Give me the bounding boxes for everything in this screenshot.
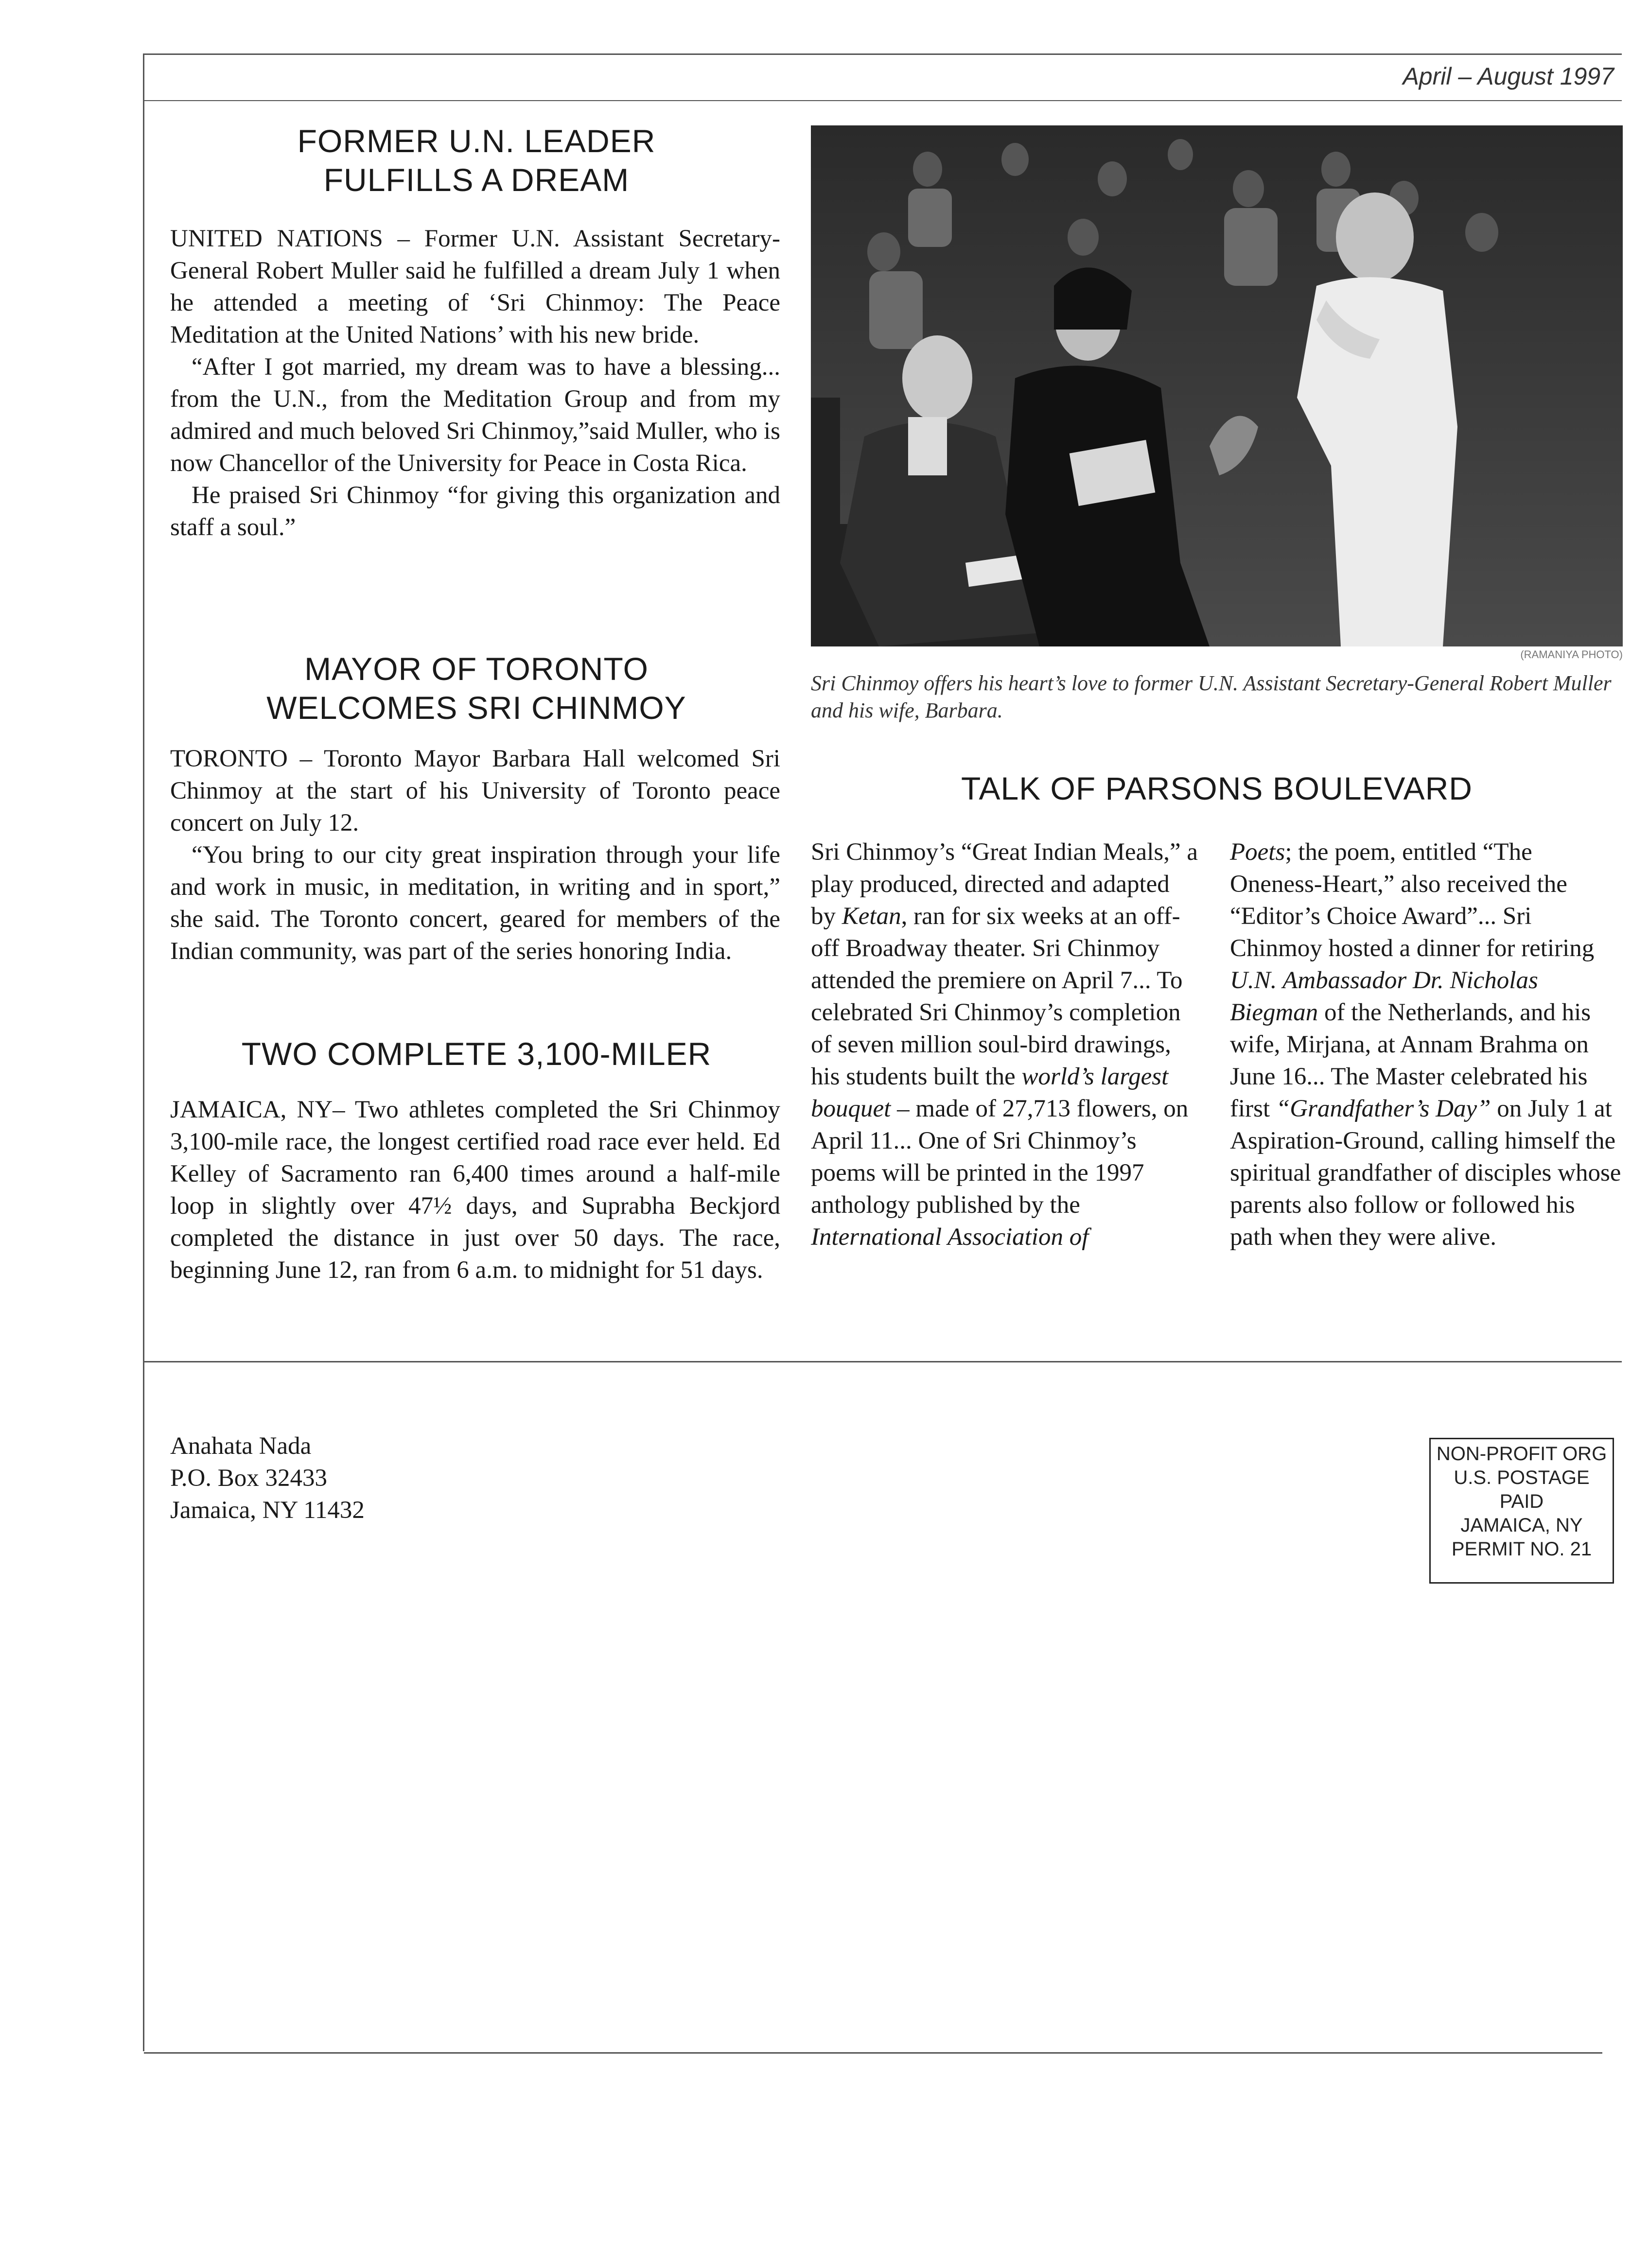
un-leader-headline [165,122,788,199]
return-address [170,1430,608,1526]
permit-line-5: PERMIT NO. 21 [1451,1538,1592,1560]
bottom-rule [144,2052,1602,2054]
return-address-line-1: Anahata Nada [170,1432,312,1460]
un-leader-body [170,223,780,543]
parsons-col2-italic-3: “Grandfather’s Day” [1276,1095,1491,1122]
postage-permit-box [1429,1438,1614,1584]
un-leader-headline-line-2: FULFILLS A DREAM [323,162,630,198]
top-rule [144,53,1622,55]
permit-line-4: JAMAICA, NY [1460,1515,1583,1536]
toronto-headline [165,649,788,727]
parsons-col1-italic-3: International Association of [811,1223,1089,1251]
parsons-col2-text-1: ; the poem, entitled “The Oneness-Heart,” also received the “Editor’s Choice Award”... Sri Chinmoy hosted a dinner for retiring [1230,838,1595,962]
permit-line-1: NON-PROFIT ORG [1436,1443,1607,1465]
toronto-paragraph-2: “You bring to our city great inspiration through your life and work in music, in meditation, in writing and in sport,” she said. The Toronto concert, geared for members of the Indian community, was part of the series honoring India. [170,841,780,965]
toronto-body [170,743,780,967]
permit-line-3: PAID [1499,1491,1544,1512]
issue-date: April – August 1997 [1403,63,1614,90]
parsons-col1-text-2: , ran for six weeks at an off-off Broadway theater. Sri Chinmoy attended the premiere on April 7... To celebrated Sri Chinmoy’s completion of seven million soul-bird drawings, his students built the [811,903,1183,1090]
header-rule [144,100,1622,101]
un-leader-headline-line-1: FORMER U.N. LEADER [297,123,656,159]
parsons-col1-italic-2: world’s largest bouquet [811,1063,1169,1122]
photo-illustration [811,125,1623,646]
parsons-col1-italic-1: Ketan [842,903,901,930]
parsons-col1-text-1: Sri Chinmoy’s “Great Indian Meals,” a play produced, directed and adapted by [811,838,1198,930]
return-address-line-3: Jamaica, NY 11432 [170,1497,365,1524]
photo-caption: Sri Chinmoy offers his heart’s love to former U.N. Assistant Secretary-General Robert Muller and his wife, Barbara. [811,671,1612,722]
left-frame-rule [143,53,144,2051]
parsons-column-1 [811,836,1200,1253]
return-address-line-2: P.O. Box 32433 [170,1465,328,1492]
un-leader-paragraph-2: “After I got married, my dream was to have a blessing... from the U.N., from the Meditation Group and from my admired and much beloved Sri Chinmoy,”said Muller, who is now Chancellor of the University for Peace in Costa Rica. [170,353,780,477]
un-leader-paragraph-1: UNITED NATIONS – Former U.N. Assistant Secretary-General Robert Muller said he fulfilled a dream July 1 when he attended a meeting of ‘Sri Chinmoy: The Peace Meditation at the United Nations’ with his new bride. [170,225,780,349]
photo-credit: (RAMANIYA PHOTO) [1520,648,1623,661]
permit-line-2: U.S. POSTAGE [1454,1467,1590,1488]
parsons-col2-text-3: on July 1 at Aspiration-Ground, calling himself the spiritual grandfather of disciples whose parents also follow or followed his path when they were alive. [1230,1095,1621,1251]
un-leader-paragraph-3: He praised Sri Chinmoy “for giving this organization and staff a soul.” [170,482,780,541]
toronto-headline-line-1: MAYOR OF TORONTO [304,651,649,687]
parsons-col2-italic-1: Poets [1230,838,1285,866]
parsons-col2-text-2: of the Netherlands, and his wife, Mirjana, at Annam Brahma on June 16... The Master celebrated his first [1230,999,1591,1122]
miler-headline: TWO COMPLETE 3,100-MILER [241,1036,712,1072]
muller-photo [811,125,1623,646]
miler-paragraph-1: JAMAICA, NY– Two athletes completed the Sri Chinmoy 3,100-mile race, the longest certified road race ever held. Ed Kelley of Sacramento ran 6,400 times around a half-mile loop in slightly over 47½ days, and Suprabha Beckjord completed the distance in just over 50 days. The race, beginning June 12, ran from 6 a.m. to midnight for 51 days. [170,1096,780,1284]
parsons-col1-text-3: – made of 27,713 flowers, on April 11... One of Sri Chinmoy’s poems will be printed in the 1997 anthology published by the [811,1095,1189,1219]
parsons-column-2 [1230,836,1624,1253]
mailer-divider-rule [144,1361,1622,1362]
miler-body [170,1094,780,1286]
parsons-col2-italic-2: U.N. Ambassador Dr. Nicholas Biegman [1230,967,1538,1026]
toronto-paragraph-1: TORONTO – Toronto Mayor Barbara Hall welcomed Sri Chinmoy at the start of his University of Toronto peace concert on July 12. [170,745,780,837]
parsons-headline: TALK OF PARSONS BOULEVARD [961,770,1473,806]
toronto-headline-line-2: WELCOMES SRI CHINMOY [266,690,686,726]
